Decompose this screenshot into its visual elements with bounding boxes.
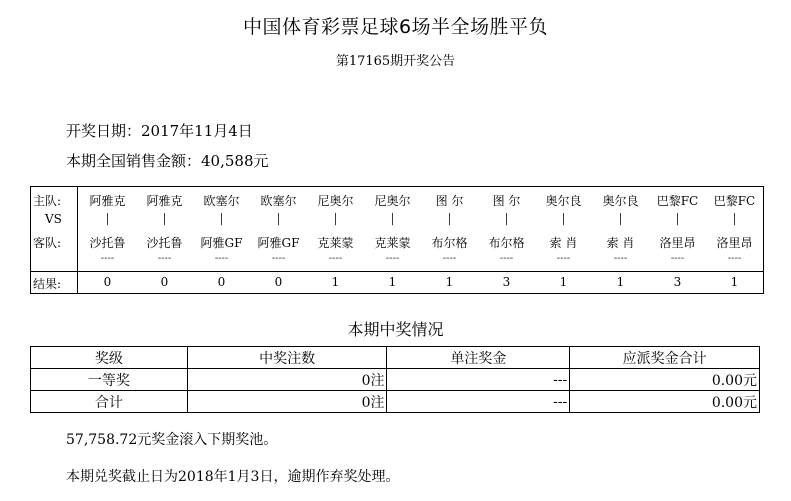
match-column <box>478 187 535 293</box>
vs-separator: | <box>561 211 566 225</box>
prize-level: 合计 <box>31 391 188 413</box>
away-team: 沙托鲁 <box>89 236 126 250</box>
match-result: 0 <box>103 275 112 289</box>
dash-separator: ---- <box>385 253 400 264</box>
match-table <box>30 186 764 294</box>
page-title: 中国体育彩票足球6场半全场胜平负 <box>242 16 549 38</box>
draw-date: 开奖日期：2017年11月4日 <box>66 122 253 140</box>
away-label: 客队: <box>33 236 62 250</box>
single-prize: --- <box>387 391 570 413</box>
match-result: 0 <box>217 275 226 289</box>
away-team: 克莱蒙 <box>374 236 411 250</box>
match-result: 1 <box>730 275 739 289</box>
vs-separator: | <box>162 211 167 225</box>
match-column <box>79 187 136 293</box>
away-team: 布尔格 <box>488 236 525 250</box>
vs-separator: | <box>333 211 338 225</box>
home-team: 阿雅克 <box>146 194 183 208</box>
result-label: 结果: <box>33 277 62 291</box>
match-result: 1 <box>331 275 340 289</box>
away-team: 洛里昂 <box>716 236 753 250</box>
home-team: 巴黎FC <box>656 194 699 208</box>
home-team: 尼奥尔 <box>317 194 354 208</box>
dash-separator: ---- <box>214 253 229 264</box>
match-column <box>706 187 763 293</box>
dash-separator: ---- <box>442 253 457 264</box>
vs-separator: | <box>105 211 110 225</box>
vs-separator: | <box>732 211 737 225</box>
header-total-payout: 应派奖金合计 <box>570 347 760 369</box>
match-column <box>193 187 250 293</box>
match-result: 3 <box>673 275 682 289</box>
prize-table <box>30 346 760 413</box>
match-result: 0 <box>274 275 283 289</box>
total-payout: 0.00元 <box>570 391 760 413</box>
table-row <box>31 369 760 391</box>
prize-section-title: 本期中奖情况 <box>347 320 444 339</box>
dash-separator: ---- <box>499 253 514 264</box>
sales-amount: 本期全国销售金额：40,588元 <box>66 152 269 170</box>
home-team: 图 尔 <box>435 194 464 208</box>
home-team: 欧塞尔 <box>203 194 240 208</box>
home-team: 奥尔良 <box>602 194 639 208</box>
prize-level: 一等奖 <box>31 369 188 391</box>
deadline-note: 本期兑奖截止日为2018年1月3日，逾期作弃奖处理。 <box>66 469 400 485</box>
away-team: 沙托鲁 <box>146 236 183 250</box>
prize-header-row <box>31 347 760 369</box>
home-team: 奥尔良 <box>545 194 582 208</box>
dash-separator: ---- <box>271 253 286 264</box>
vs-label: VS <box>45 212 62 226</box>
home-team: 巴黎FC <box>713 194 756 208</box>
winner-count: 0注 <box>187 391 387 413</box>
vs-separator: | <box>276 211 281 225</box>
vs-separator: | <box>618 211 623 225</box>
match-result: 0 <box>160 275 169 289</box>
dash-separator: ---- <box>157 253 172 264</box>
vs-separator: | <box>447 211 452 225</box>
away-team: 索 肖 <box>606 236 635 250</box>
header-prize-level: 奖级 <box>31 347 188 369</box>
match-column <box>364 187 421 293</box>
match-column <box>592 187 649 293</box>
header-winner-count: 中奖注数 <box>187 347 387 369</box>
match-column <box>250 187 307 293</box>
vs-separator: | <box>219 211 224 225</box>
match-column <box>421 187 478 293</box>
away-team: 索 肖 <box>549 236 578 250</box>
away-team: 布尔格 <box>431 236 468 250</box>
match-column <box>136 187 193 293</box>
match-column <box>307 187 364 293</box>
match-result: 1 <box>616 275 625 289</box>
dash-separator: ---- <box>670 253 685 264</box>
away-team: 阿雅GF <box>257 236 300 250</box>
vs-separator: | <box>504 211 509 225</box>
match-result: 1 <box>445 275 454 289</box>
match-result: 3 <box>502 275 511 289</box>
away-team: 克莱蒙 <box>317 236 354 250</box>
match-row-labels <box>31 187 78 293</box>
dash-separator: ---- <box>100 253 115 264</box>
match-column <box>535 187 592 293</box>
winner-count: 0注 <box>187 369 387 391</box>
match-column <box>649 187 706 293</box>
home-team: 尼奥尔 <box>374 194 411 208</box>
away-team: 洛里昂 <box>659 236 696 250</box>
dash-separator: ---- <box>727 253 742 264</box>
away-team: 阿雅GF <box>200 236 243 250</box>
vs-separator: | <box>390 211 395 225</box>
match-result: 1 <box>388 275 397 289</box>
home-team: 阿雅克 <box>89 194 126 208</box>
rollover-note: 57,758.72元奖金滚入下期奖池。 <box>66 432 278 448</box>
dash-separator: ---- <box>556 253 571 264</box>
match-result: 1 <box>559 275 568 289</box>
announcement-subtitle: 第17165期开奖公告 <box>335 54 456 69</box>
dash-separator: ---- <box>613 253 628 264</box>
single-prize: --- <box>387 369 570 391</box>
dash-separator: ---- <box>328 253 343 264</box>
home-label: 主队: <box>33 194 62 208</box>
vs-separator: | <box>675 211 680 225</box>
home-team: 图 尔 <box>492 194 521 208</box>
home-team: 欧塞尔 <box>260 194 297 208</box>
header-single-prize: 单注奖金 <box>387 347 570 369</box>
table-row <box>31 391 760 413</box>
total-payout: 0.00元 <box>570 369 760 391</box>
